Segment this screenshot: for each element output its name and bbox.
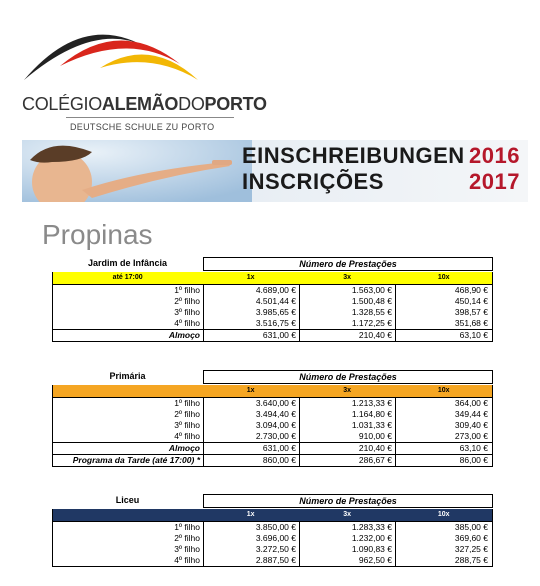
band-col-1x: 1x: [246, 274, 255, 281]
fee-value: 1.090,83 €: [299, 544, 395, 555]
row-label: Programa da Tarde (até 17:00) *: [72, 455, 200, 465]
fee-value: 327,25 €: [395, 544, 491, 555]
fee-value: 3.272,50 €: [203, 544, 299, 555]
fee-table: [52, 494, 493, 567]
child-pointing-image: [22, 140, 252, 202]
band-col-3x: 3x: [343, 387, 352, 394]
band-col-10x: 10x: [437, 387, 450, 394]
fee-value: 860,00 €: [203, 455, 299, 466]
fee-value: 3.985,65 €: [203, 307, 299, 318]
enrollment-banner: [22, 140, 528, 202]
fee-table-header: [52, 257, 493, 272]
installment-band: [52, 385, 493, 397]
logo-school-name: COLÉGIOALEMÃODOPORTO: [22, 94, 267, 114]
installments-header: Número de Prestações: [203, 370, 493, 384]
fee-value: 3.516,75 €: [203, 318, 299, 329]
fee-value: 349,44 €: [395, 409, 491, 420]
fee-value: 4.689,00 €: [203, 285, 299, 296]
band-label: [53, 385, 202, 397]
fee-value: 1.031,33 €: [299, 420, 395, 431]
fee-value: 3.640,00 €: [203, 398, 299, 409]
school-level-name: Liceu: [115, 495, 140, 505]
fee-value: 63,10 €: [395, 443, 491, 454]
installments-header: Número de Prestações: [203, 257, 493, 271]
band-col-3x: 3x: [343, 511, 352, 518]
fee-value: 210,40 €: [299, 330, 395, 341]
fee-value: 369,60 €: [395, 533, 491, 544]
fee-table: [52, 257, 493, 342]
band-col-10x: 10x: [437, 511, 450, 518]
fee-value: 1.172,25 €: [299, 318, 395, 329]
row-label: 2º filho: [174, 409, 200, 419]
fee-table-header: [52, 494, 493, 509]
fee-row: [53, 398, 492, 409]
fee-row: [53, 555, 492, 566]
fee-value: 2.730,00 €: [203, 431, 299, 442]
fee-value: 1.500,48 €: [299, 296, 395, 307]
installments-header: Número de Prestações: [203, 494, 493, 508]
fee-value: 2.887,50 €: [203, 555, 299, 566]
fee-value: 273,00 €: [395, 431, 491, 442]
fee-row: [53, 544, 492, 555]
band-label: [53, 509, 202, 521]
row-label: Almoço: [168, 330, 200, 340]
band-col-1x: 1x: [246, 511, 255, 518]
fee-row: [53, 533, 492, 544]
fee-value: 3.494,40 €: [203, 409, 299, 420]
row-label: 4º filho: [174, 555, 200, 565]
fee-value: 450,14 €: [395, 296, 491, 307]
row-label: Almoço: [168, 443, 200, 453]
band-label: até 17:00: [112, 274, 143, 281]
fee-value: 398,57 €: [395, 307, 491, 318]
school-level-name: Jardim de Infância: [87, 258, 168, 268]
row-label: 1º filho: [174, 285, 200, 295]
row-label: 3º filho: [174, 544, 200, 554]
fee-value: 1.213,33 €: [299, 398, 395, 409]
fee-table-header: [52, 370, 493, 385]
fee-value: 1.328,55 €: [299, 307, 395, 318]
fee-value: 364,00 €: [395, 398, 491, 409]
fee-value: 1.563,00 €: [299, 285, 395, 296]
fee-value: 4.501,44 €: [203, 296, 299, 307]
fee-row: [53, 522, 492, 533]
fee-value: 910,00 €: [299, 431, 395, 442]
fee-extra-row: [53, 329, 492, 341]
logo-divider: [66, 117, 234, 118]
banner-line-portuguese: INSCRIÇÕES: [242, 169, 384, 194]
fee-value: 210,40 €: [299, 443, 395, 454]
fee-row: [53, 318, 492, 329]
fee-extra-row: [53, 442, 492, 454]
row-label: 3º filho: [174, 420, 200, 430]
fee-row: [53, 285, 492, 296]
banner-year-start: 2016: [469, 143, 520, 168]
fee-value: 1.232,00 €: [299, 533, 395, 544]
fee-value: 1.283,33 €: [299, 522, 395, 533]
fee-value: 631,00 €: [203, 443, 299, 454]
row-label: 2º filho: [174, 533, 200, 543]
fee-rows: [52, 397, 493, 467]
fee-row: [53, 409, 492, 420]
row-label: 1º filho: [174, 398, 200, 408]
fee-value: 1.164,80 €: [299, 409, 395, 420]
row-label: 2º filho: [174, 296, 200, 306]
fee-row: [53, 420, 492, 431]
band-col-3x: 3x: [343, 274, 352, 281]
row-label: 1º filho: [174, 522, 200, 532]
fee-extra-row: [53, 454, 492, 466]
fee-rows: [52, 284, 493, 342]
installment-band: [52, 272, 493, 284]
fee-value: 309,40 €: [395, 420, 491, 431]
banner-year-end: 2017: [469, 169, 520, 194]
fee-value: 288,75 €: [395, 555, 491, 566]
fee-value: 3.696,00 €: [203, 533, 299, 544]
logo-subtitle: DEUTSCHE SCHULE ZU PORTO: [70, 122, 215, 132]
fee-value: 3.850,00 €: [203, 522, 299, 533]
fee-value: 86,00 €: [395, 455, 491, 466]
row-label: 4º filho: [174, 431, 200, 441]
fee-value: 63,10 €: [395, 330, 491, 341]
band-col-10x: 10x: [437, 274, 450, 281]
fee-table: [52, 370, 493, 467]
fee-value: 286,67 €: [299, 455, 395, 466]
fee-value: 385,00 €: [395, 522, 491, 533]
band-col-1x: 1x: [246, 387, 255, 394]
fee-row: [53, 431, 492, 442]
fee-rows: [52, 521, 493, 567]
fee-value: 3.094,00 €: [203, 420, 299, 431]
fee-row: [53, 296, 492, 307]
school-logo: [0, 0, 267, 140]
row-label: 4º filho: [174, 318, 200, 328]
logo-swoosh-icon: [20, 22, 200, 82]
fee-value: 631,00 €: [203, 330, 299, 341]
school-level-name: Primária: [109, 371, 146, 381]
banner-line-german: EINSCHREIBUNGEN: [242, 143, 465, 168]
banner-text: [242, 143, 465, 195]
fee-value: 351,68 €: [395, 318, 491, 329]
installment-band: [52, 509, 493, 521]
page-title: Propinas: [42, 219, 153, 250]
fee-value: 468,90 €: [395, 285, 491, 296]
fee-row: [53, 307, 492, 318]
row-label: 3º filho: [174, 307, 200, 317]
fee-value: 962,50 €: [299, 555, 395, 566]
